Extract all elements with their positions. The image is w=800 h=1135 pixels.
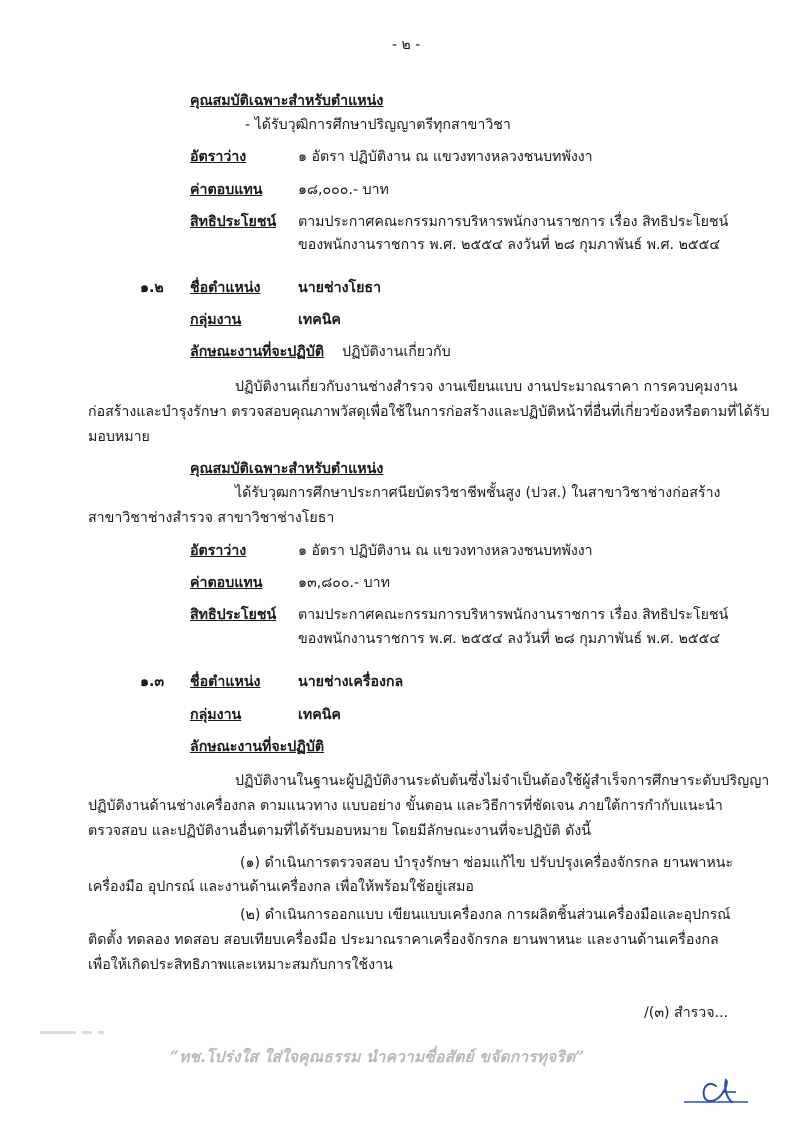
duty-paragraph-line: ปฏิบัติงานเกี่ยวกับงานช่างสำรวจ งานเขียนแบบ งานประมาณราคา การควบคุมงาน [235, 379, 738, 395]
duty-value: ปฏิบัติงานเกี่ยวกับ [342, 344, 451, 360]
duty-paragraph-line: ตรวจสอบ และปฏิบัติงานอื่นตามที่ได้รับมอบหมาย โดยมีลักษณะงานที่จะปฏิบัติ ดังนี้ [88, 823, 591, 839]
benefit-line: ตามประกาศคณะกรรมการบริหารพนักงานราชการ เรื่อง สิทธิประโยชน์ [298, 607, 729, 623]
scan-mark [98, 1031, 104, 1034]
signature-icon [682, 1072, 752, 1112]
vacancy-value: ๑ อัตรา ปฏิบัติงาน ณ แขวงทางหลวงชนบทพังงา [298, 543, 593, 559]
qualification-heading: คุณสมบัติเฉพาะสำหรับตำแหน่ง [190, 93, 384, 109]
duty-paragraph-line: มอบหมาย [88, 429, 150, 445]
duty-paragraph-line: ปฏิบัติงานในฐานะผู้ปฏิบัติงานระดับต้นซึ่งไม่จำเป็นต้องใช้ผู้สำเร็จการศึกษาระดับปริญญา [235, 773, 770, 789]
position-label: ชื่อตำแหน่ง [190, 280, 261, 296]
qualification-line: สาขาวิชาช่างสำรวจ สาขาวิชาช่างโยธา [88, 510, 335, 526]
benefit-label: สิทธิประโยชน์ [190, 607, 277, 623]
pay-label: ค่าตอบแทน [190, 182, 263, 198]
pay-value: ๑๓,๘๐๐.- บาท [298, 575, 390, 591]
duty-item-line: (๑) ดำเนินการตรวจสอบ บำรุงรักษา ซ่อมแก้ไข ปรับปรุงเครื่องจักรกล ยานพาหนะ [240, 855, 734, 871]
duty-item-line: ติดตั้ง ทดลอง ทดสอบ สอบเทียบเครื่องมือ ประมาณราคาเครื่องจักรกล ยานพาหนะ และงานด้านเครื่องกล [88, 932, 719, 948]
benefit-line: ของพนักงานราชการ พ.ศ. ๒๕๕๔ ลงวันที่ ๒๘ กุมภาพันธ์ พ.ศ. ๒๕๕๔ [298, 631, 721, 647]
pay-label: ค่าตอบแทน [190, 575, 263, 591]
duty-paragraph-line: ปฏิบัติงานด้านช่างเครื่องกล ตามแนวทาง แบบอย่าง ขั้นตอน และวิธีการที่ชัดเจน ภายใต้การกำกับแนะนำ [88, 798, 723, 814]
duty-label: ลักษณะงานที่จะปฏิบัติ [190, 344, 325, 360]
position-value: นายช่างโยธา [298, 280, 382, 296]
group-label: กลุ่มงาน [190, 707, 242, 723]
duty-item-line: เครื่องมือ อุปกรณ์ และงานด้านเครื่องกล เพื่อให้พร้อมใช้อยู่เสมอ [88, 879, 474, 895]
vacancy-label: อัตราว่าง [190, 149, 247, 165]
vacancy-value: ๑ อัตรา ปฏิบัติงาน ณ แขวงทางหลวงชนบทพังงา [298, 149, 593, 165]
group-value: เทคนิค [298, 312, 341, 328]
pay-value: ๑๘,๐๐๐.- บาท [298, 182, 389, 198]
section-number: ๑.๒ [140, 280, 164, 296]
scan-mark [82, 1031, 92, 1034]
continuation-text: /(๓) สำรวจ... [644, 1005, 729, 1021]
footer-slogan: “ทช.โปร่งใส ใส่ใจคุณธรรม นำความซื่อสัตย์ ขจัดการทุจริต” [170, 1047, 585, 1066]
position-value: นายช่างเครื่องกล [298, 674, 404, 690]
group-label: กลุ่มงาน [190, 312, 242, 328]
scan-mark [40, 1031, 76, 1034]
duty-paragraph-line: ก่อสร้างและบำรุงรักษา ตรวจสอบคุณภาพวัสดุเพื่อใช้ในการก่อสร้างและปฏิบัติหน้าที่อื่นที่เกี่ยวข้องหรือตามที่ได้รับ [88, 404, 770, 420]
section-number: ๑.๓ [140, 674, 165, 690]
duty-item-line: (๒) ดำเนินการออกแบบ เขียนแบบเครื่องกล การผลิตชิ้นส่วนเครื่องมือและอุปกรณ์ [240, 907, 731, 923]
qualification-text: - ได้รับวุฒิการศึกษาปริญญาตรีทุกสาขาวิชา [245, 117, 511, 133]
benefit-line: ตามประกาศคณะกรรมการบริหารพนักงานราชการ เรื่อง สิทธิประโยชน์ [298, 214, 729, 230]
qualification-line: ได้รับวุฒการศึกษาประกาศนียบัตรวิชาชีพชั้นสูง (ปวส.) ในสาขาวิชาช่างก่อสร้าง [235, 485, 721, 501]
vacancy-label: อัตราว่าง [190, 543, 247, 559]
benefit-line: ของพนักงานราชการ พ.ศ. ๒๕๕๔ ลงวันที่ ๒๘ กุมภาพันธ์ พ.ศ. ๒๕๕๔ [298, 237, 721, 253]
page-number: - ๒ - [392, 37, 421, 53]
duty-item-line: เพื่อให้เกิดประสิทธิภาพและเหมาะสมกับการใช้งาน [88, 957, 393, 973]
benefit-label: สิทธิประโยชน์ [190, 214, 277, 230]
duty-label: ลักษณะงานที่จะปฏิบัติ [190, 739, 325, 755]
group-value: เทคนิค [298, 707, 341, 723]
qualification-heading: คุณสมบัติเฉพาะสำหรับตำแหน่ง [190, 461, 384, 477]
position-label: ชื่อตำแหน่ง [190, 674, 261, 690]
